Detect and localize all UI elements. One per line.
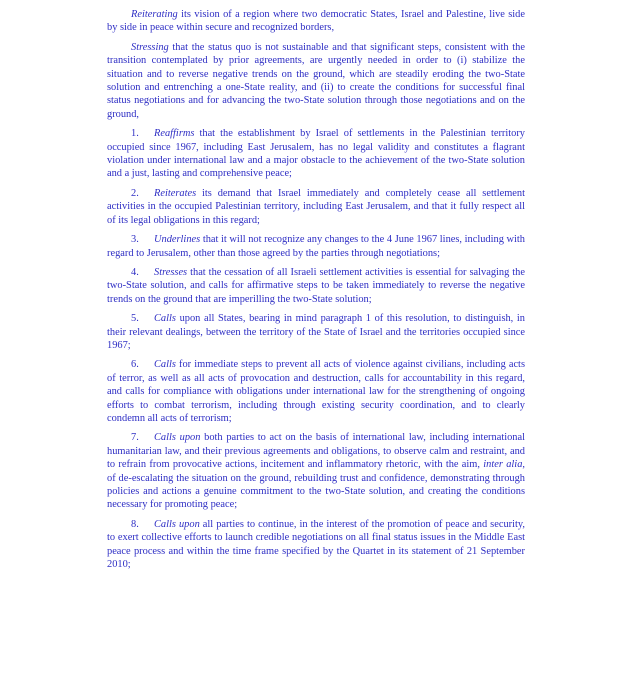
paragraph-number: 3. — [131, 234, 139, 246]
paragraph-lead-word: Calls — [154, 359, 176, 371]
operative-paragraph-5 — [107, 312, 525, 352]
paragraph-text: upon all States, bearing in mind paragraph 1 of this resolution, to distinguish, in their relevant dealings, between the territory of the State of Israel and the territories occupied since 1967; — [107, 313, 525, 351]
paragraph-lead-word: Calls upon — [154, 432, 201, 444]
preamble-paragraph-reiterating — [107, 8, 525, 35]
paragraph-text: all parties to continue, in the interest of the promotion of peace and security, to exert collective efforts to launch credible negotiations on all final status issues in the Middle East peace process and within the time frame specified by the Quartet in its statement of 21 September 2010; — [107, 518, 525, 571]
operative-paragraph-6 — [107, 358, 525, 425]
paragraph-lead-word: Calls — [154, 313, 176, 325]
paragraph-text: for immediate steps to prevent all acts of violence against civilians, including acts of terror, as well as all acts of provocation and destruction, calls for accountability in this regard, and calls for compliance with obligations under international law for the strengthening of ongoing efforts to combat terrorism, including through existing security coordination, and to clearly condemn all acts of terrorism; — [107, 359, 525, 424]
operative-paragraph-2 — [107, 187, 525, 227]
paragraph-number: 8. — [131, 518, 139, 530]
paragraph-lead-word: Stresses — [154, 266, 188, 278]
paragraph-number: 6. — [131, 359, 139, 371]
paragraph-number: 1. — [131, 128, 139, 140]
paragraph-number: 2. — [131, 187, 139, 199]
paragraph-text-continued: , of de-escalating the situation on the ground, rebuilding trust and confidence, demonstrating through policies and actions a genuine commitment to the two-State solution, and creating the conditions necessary for promoting peace; — [107, 459, 525, 511]
resolution-document — [107, 8, 525, 577]
paragraph-lead-word: Reaffirms — [154, 128, 195, 140]
paragraph-lead-word: Calls upon — [154, 518, 200, 530]
latin-phrase: inter alia — [483, 459, 523, 471]
paragraph-number: 7. — [131, 432, 139, 444]
operative-paragraph-3 — [107, 233, 525, 260]
paragraph-lead-word: Reiterating — [131, 9, 178, 20]
paragraph-lead-word: Underlines — [154, 234, 201, 246]
paragraph-text: that it will not recognize any changes to the 4 June 1967 lines, including with regard to Jerusalem, other than those agreed by the parties through negotiations; — [107, 234, 525, 259]
paragraph-text: that the cessation of all Israeli settlement activities is essential for salvaging the two-State solution, and calls for affirmative steps to be taken immediately to reverse the negative trends on the ground that are imperilling the two-State solution; — [107, 266, 525, 305]
operative-paragraph-7 — [107, 431, 525, 511]
operative-paragraph-1 — [107, 127, 525, 181]
operative-paragraph-8 — [107, 518, 525, 572]
paragraph-text: its demand that Israel immediately and completely cease all settlement activities in the occupied Palestinian territory, including East Jerusalem, and that it fully respect all of its legal obligations in this regard; — [107, 187, 525, 226]
paragraph-lead-word: Reiterates — [154, 187, 197, 199]
paragraph-lead-word: Stressing — [131, 41, 169, 53]
paragraph-number: 4. — [131, 266, 139, 278]
paragraph-text: that the establishment by Israel of settlements in the Palestinian territory occupied since 1967, including East Jerusalem, has no legal validity and constitutes a flagrant violation under international law and a major obstacle to the achievement of the two-State solution and a just, lasting and comprehensive peace; — [107, 128, 525, 180]
paragraph-text: that the status quo is not sustainable and that significant steps, consistent with the transition contemplated by prior agreements, are urgently needed in order to (i) stabilize the situation and to reverse negative trends on the ground, which are steadily eroding the two-State solution and entrenching a one-State reality, and (ii) to create the conditions for successful final status negotiations and for advancing the two-State solution through those negotiations and on the ground, — [107, 41, 525, 120]
operative-paragraph-4 — [107, 266, 525, 306]
paragraph-text: its vision of a region where two democratic States, Israel and Palestine, live side by side in peace within secure and recognized borders, — [107, 9, 525, 34]
preamble-paragraph-stressing — [107, 41, 525, 121]
paragraph-number: 5. — [131, 313, 139, 325]
paragraph-text: both parties to act on the basis of international law, including international humanitarian law, and their previous agreements and obligations, to observe calm and restraint, and to refrain from provocative actions, incitement and inflammatory rhetoric, with the aim, — [107, 432, 525, 471]
